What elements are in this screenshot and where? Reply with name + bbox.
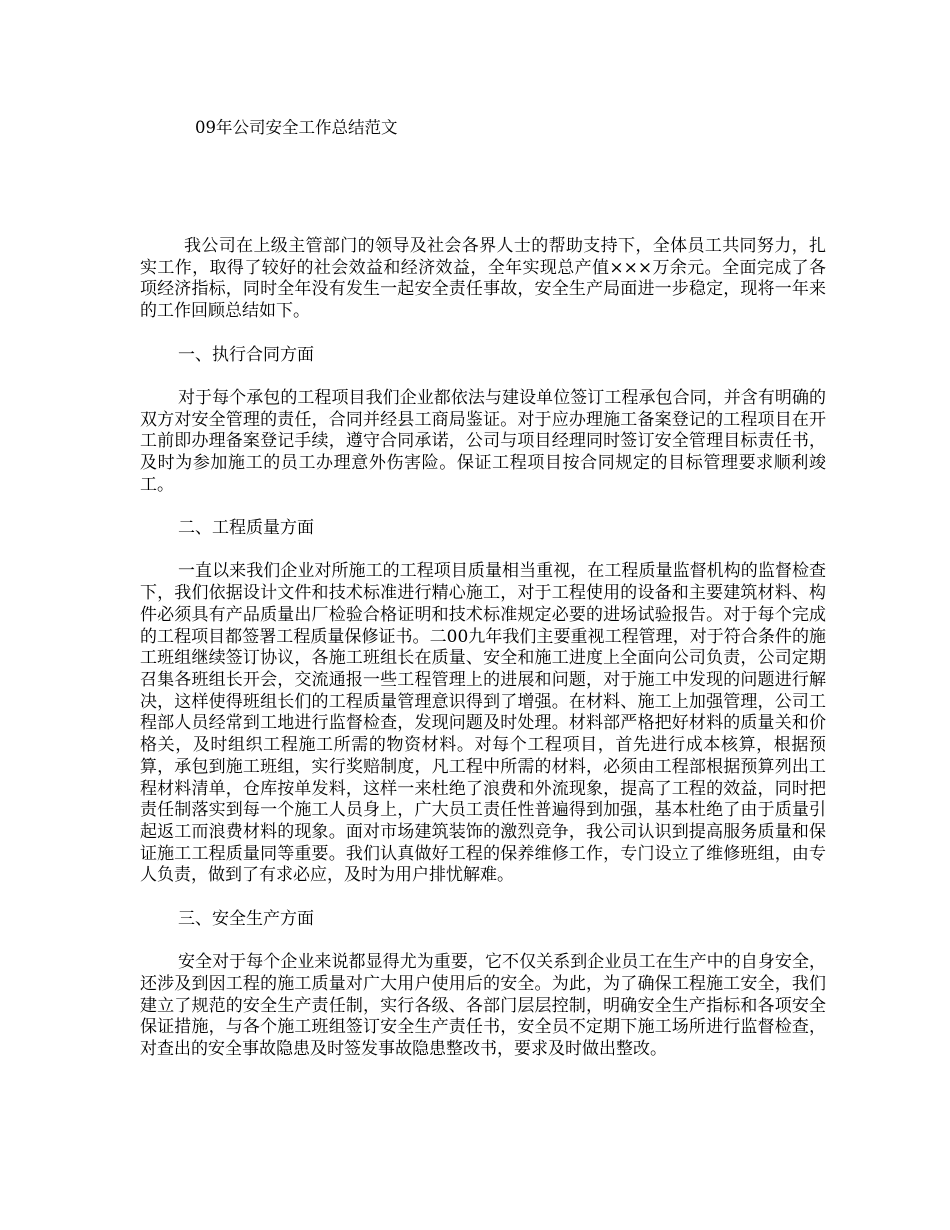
paragraph-gap [140, 540, 826, 562]
document-body [140, 236, 826, 1061]
section-body-quality: 一直以来我们企业对所施工的工程项目质量相当重视，在工程质量监督机构的监督检查下，我们依据设计文件和技术标准进行精心施工，对于工程使用的设备和主要建筑材料、构件必须具有产品质量出厂检验合格证明和技术标准规定必要的进场试验报告。对于每个完成的工程项目都签署工程质量保修证书。二00九年我们主要重视工程管理，对于符合条件的施工班组继续签订协议，各施工班组长在质量、安全和施工进度上全面向公司负责，公司定期召集各班组长开会，交流通报一些工程管理上的进展和问题，对于施工中发现的问题进行解决，这样使得班组长们的工程质量管理意识得到了增强。在材料、施工上加强管理，公司工程部人员经常到工地进行监督检查，发现问题及时处理。材料部严格把好材料的质量关和价格关，及时组织工程施工所需的物资材料。对每个工程项目，首先进行成本核算，根据预算，承包到施工班组，实行奖赔制度，凡工程中所需的材料，必须由工程部根据预算列出工程材料清单，仓库按单发料，这样一来杜绝了浪费和外流现象，提高了工程的效益，同时把责任制落实到每一个施工人员身上，广大员工责任性普遍得到加强，基本杜绝了由于质量引起返工而浪费材料的现象。面对市场建筑装饰的激烈竞争，我公司认识到提高服务质量和保证施工工程质量同等重要。我们认真做好工程的保养维修工作，专门设立了维修班组，由专人负责，做到了有求必应，及时为用户排忧解难。 [140, 561, 826, 886]
section-body-contracts: 对于每个承包的工程项目我们企业都依法与建设单位签订工程承包合同，并含有明确的双方对安全管理的责任，合同并经县工商局鉴证。对于应办理施工备案登记的工程项目在开工前即办理备案登记手续，遵守合同承诺，公司与项目经理同时签订安全管理目标责任书，及时为参加施工的员工办理意外伤害险。保证工程项目按合同规定的目标管理要求顺利竣工。 [140, 387, 826, 495]
section-heading-contracts: 一、执行合同方面 [178, 344, 314, 365]
section-heading-quality: 二、工程质量方面 [178, 518, 314, 539]
paragraph-gap [140, 323, 826, 345]
paragraph-gap [140, 366, 826, 388]
section-heading-safety: 三、安全生产方面 [178, 908, 314, 929]
paragraph-gap [140, 887, 826, 909]
paragraph-gap [140, 930, 826, 952]
section-body-safety: 安全对于每个企业来说都显得尤为重要，它不仅关系到企业员工在生产中的自身安全，还涉及到因工程的施工质量对广大用户使用后的安全。为此，为了确保工程施工安全，我们建立了规范的安全生产责任制，实行各级、各部门层层控制，明确安全生产指标和各项安全保证措施，与各个施工班组签订安全生产责任书，安全员不定期下施工场所进行监督检查，对查出的安全事故隐患及时签发事故隐患整改书，要求及时做出整改。 [140, 952, 826, 1059]
intro-paragraph: 我公司在上级主管部门的领导及社会各界人士的帮助支持下，全体员工共同努力，扎实工作，取得了较好的社会效益和经济效益，全年实现总产值×××万余元。全面完成了各项经济指标，同时全年没有发生一起安全责任事故，安全生产局面进一步稳定，现将一年来的工作回顾总结如下。 [140, 236, 826, 322]
document-title: 09年公司安全工作总结范文 [195, 118, 398, 137]
paragraph-gap [140, 496, 826, 518]
